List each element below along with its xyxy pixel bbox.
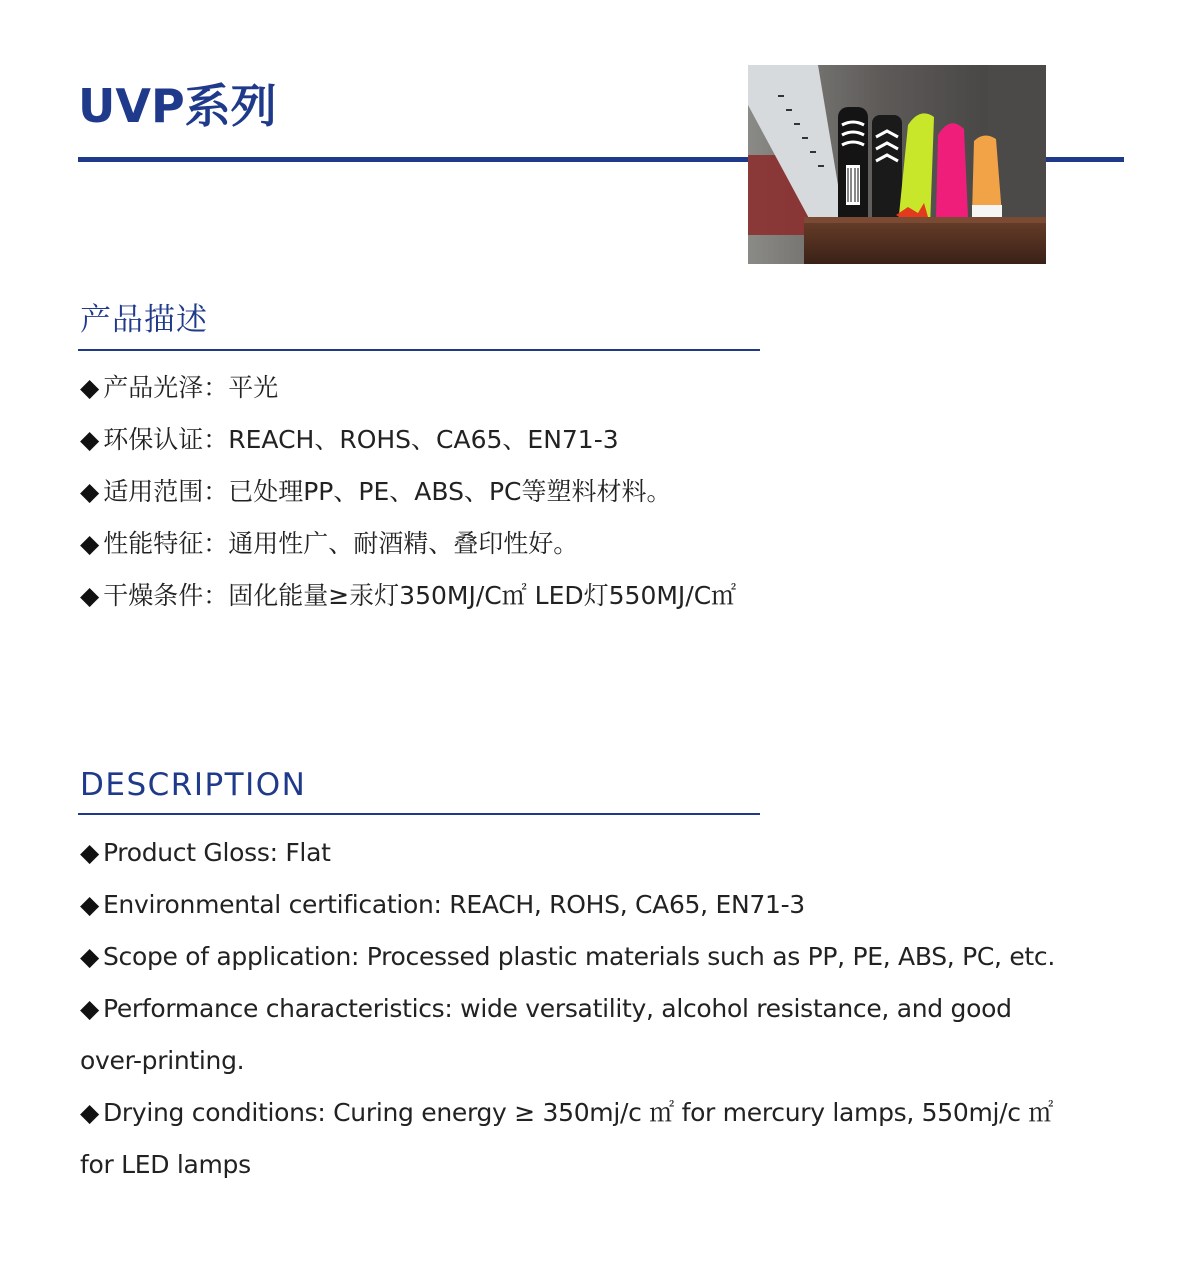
marker-pens-illustration [748,65,1046,264]
list-item [80,931,1060,983]
list-item-text: Drying conditions: Curing energy ≥ 350mj/c ㎡ for mercury lamps, 550mj/c ㎡ for LED lamps [80,1098,1054,1179]
diamond-bullet-icon: ◆ [80,581,100,610]
list-item-text: Performance characteristics: wide versatility, alcohol resistance, and good over-printing. [80,994,1012,1075]
diamond-bullet-icon: ◆ [80,890,99,919]
list-item-text: 产品光泽：平光 [103,373,279,402]
list-item-text: 性能特征：通用性广、耐酒精、叠印性好。 [103,529,579,558]
diamond-bullet-icon: ◆ [80,942,99,971]
page-title: UVP系列 [78,79,277,133]
section-divider-cn [78,349,760,351]
list-item [80,1087,1060,1191]
list-item-text: Environmental certification: REACH, ROHS, CA65, EN71-3 [102,890,805,919]
cn-description-list [80,362,780,622]
section-heading-cn: 产品描述 [80,302,208,338]
diamond-bullet-icon: ◆ [80,425,100,454]
list-item [80,827,1060,879]
list-item-text: Product Gloss: Flat [102,838,331,867]
list-item [80,983,1060,1087]
list-item-text: 环保认证：REACH、ROHS、CA65、EN71-3 [103,425,619,454]
list-item [80,518,780,570]
diamond-bullet-icon: ◆ [80,1098,99,1127]
list-item-text: 干燥条件：固化能量≥汞灯350MJ/C㎡ LED灯550MJ/C㎡ [103,581,737,610]
diamond-bullet-icon: ◆ [80,477,100,506]
diamond-bullet-icon: ◆ [80,838,99,867]
product-photo [748,65,1046,264]
list-item-text: Scope of application: Processed plastic materials such as PP, PE, ABS, PC, etc. [102,942,1055,971]
diamond-bullet-icon: ◆ [80,373,100,402]
list-item [80,570,780,622]
section-heading-en: DESCRIPTION [80,767,307,803]
list-item [80,879,1060,931]
list-item [80,466,780,518]
diamond-bullet-icon: ◆ [80,529,100,558]
list-item [80,414,780,466]
list-item-text: 适用范围：已处理PP、PE、ABS、PC等塑料材料。 [103,477,672,506]
section-divider-en [78,813,760,815]
list-item [80,362,780,414]
diamond-bullet-icon: ◆ [80,994,99,1023]
en-description-list [80,827,1060,1191]
